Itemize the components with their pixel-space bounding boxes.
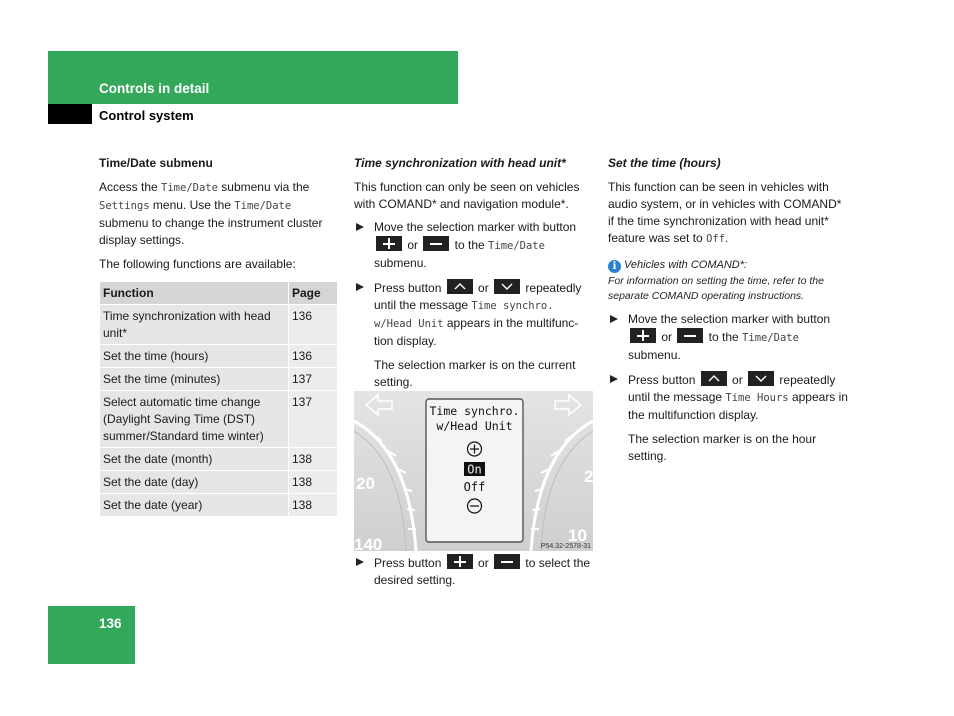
column-2-continued [354, 554, 594, 596]
table-row [100, 494, 338, 517]
plus-button-icon [447, 554, 473, 569]
bullet-arrow-icon [356, 558, 364, 566]
table-cell-function: Select automatic time change (Daylight Saving Time (DST) summer/Standard time winter) [100, 391, 289, 448]
col1-para1: Access the Time/Date submenu via the Settings menu. Use the Time/Date submenu to change the instrument cluster display settings. [99, 180, 323, 247]
figure-code: P54.32-2578-31 [540, 543, 591, 550]
table-cell-function: Set the date (month) [100, 448, 289, 471]
cluster-illustration [354, 391, 593, 551]
col1-para2: The following functions are available: [99, 257, 296, 271]
plus-button-icon [630, 328, 656, 343]
step-move-marker: Move the selection marker with button or to the Time/Date submenu. [608, 311, 848, 364]
table-cell-function: Set the time (hours) [100, 345, 289, 368]
table-cell-page: 138 [289, 448, 338, 471]
table-cell-function: Set the time (minutes) [100, 368, 289, 391]
gauge-label-140: 140 [354, 535, 383, 551]
display-option-off: Off [463, 480, 486, 494]
minus-button-icon [677, 328, 703, 343]
heading-set-hours: Set the time (hours) [608, 156, 721, 170]
table-cell-page: 136 [289, 345, 338, 368]
table-cell-function: Time synchronization with head unit* [100, 305, 289, 345]
heading-time-sync: Time synchronization with head unit* [354, 156, 566, 170]
page-number: 136 [99, 616, 122, 631]
subsection-title: Control system [99, 108, 194, 123]
table-cell-page: 137 [289, 368, 338, 391]
instrument-cluster-figure [354, 391, 593, 551]
table-row [100, 448, 338, 471]
table-cell-function: Set the date (year) [100, 494, 289, 517]
minus-button-icon [423, 236, 449, 251]
plus-button-icon [376, 236, 402, 251]
col2-para1: This function can only be seen on vehicles with COMAND* and navigation module*. [354, 180, 580, 211]
bullet-arrow-icon [610, 375, 618, 383]
heading-time-date-submenu: Time/Date submenu [99, 156, 213, 170]
info-note [608, 257, 848, 304]
bullet-arrow-icon [356, 283, 364, 291]
table-row [100, 391, 338, 448]
step-press-button: Press button or repeatedly until the message Time synchro. w/Head Unit appears in the multifunc-tion display. [354, 279, 594, 350]
table-cell-function: Set the date (day) [100, 471, 289, 494]
up-button-icon [447, 279, 473, 294]
col3-para1: This function can be seen in vehicles with audio system, or in vehicles with COMAND* if the time synchronization with head unit* feature was set to Off. [608, 180, 842, 245]
gauge-label-10: 10 [568, 526, 587, 545]
table-cell-page: 136 [289, 305, 338, 345]
col2-note: The selection marker is on the current setting. [374, 358, 576, 389]
column-2 [354, 155, 594, 398]
table-header-row [100, 282, 338, 305]
step-move-marker: Move the selection marker with button or to the Time/Date submenu. [354, 219, 594, 272]
gauge-label-20: 20 [356, 474, 375, 493]
table-cell-page: 137 [289, 391, 338, 448]
down-button-icon [494, 279, 520, 294]
display-line-2: w/Head Unit [436, 419, 513, 433]
up-button-icon [701, 371, 727, 386]
minus-button-icon [494, 554, 520, 569]
page-number-band [48, 606, 135, 664]
info-note-title: i Vehicles with COMAND*: [608, 257, 848, 274]
col3-note: The selection marker is on the hour setting. [628, 432, 817, 463]
table-header-function: Function [100, 282, 289, 305]
table-cell-page: 138 [289, 471, 338, 494]
step-select-setting: Press button or to select the desired setting. [354, 554, 594, 589]
step-press-button: Press button or repeatedly until the message Time Hours appears in the multifunction display. [608, 371, 848, 424]
gauge-label-2: 2 [584, 467, 593, 486]
header-marker [48, 104, 92, 124]
section-title: Controls in detail [99, 81, 210, 96]
table-row [100, 471, 338, 494]
header-band [48, 51, 458, 104]
table-row [100, 305, 338, 345]
table-row [100, 368, 338, 391]
info-icon: i [608, 260, 621, 273]
functions-table [99, 281, 338, 517]
table-row [100, 345, 338, 368]
display-option-on: On [467, 462, 482, 477]
table-header-page: Page [289, 282, 338, 305]
bullet-arrow-icon [610, 315, 618, 323]
display-line-1: Time synchro. [429, 404, 520, 418]
table-cell-page: 138 [289, 494, 338, 517]
bullet-arrow-icon [356, 223, 364, 231]
column-3 [608, 155, 848, 472]
column-1 [99, 155, 339, 517]
info-note-body: For information on setting the time, refer to the separate COMAND operating instructions. [608, 275, 824, 302]
down-button-icon [748, 371, 774, 386]
